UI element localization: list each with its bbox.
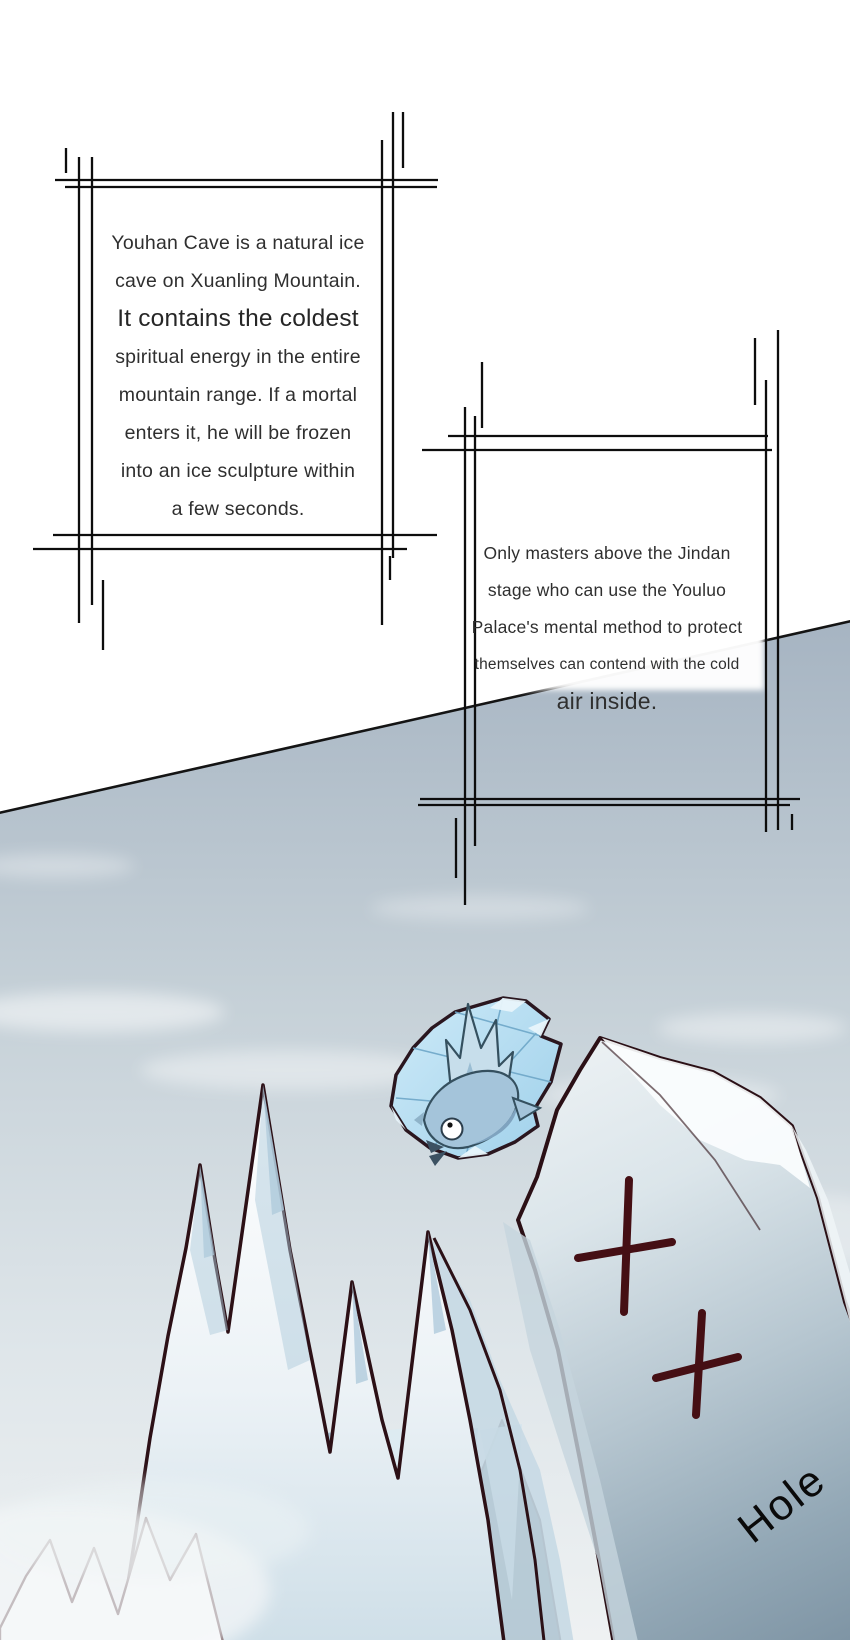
narration-box-1	[97, 224, 379, 528]
hole-label: Hole	[728, 1455, 835, 1553]
narration-line: Youhan Cave is a natural ice	[111, 232, 365, 254]
narration-line: Only masters above the Jindan	[483, 543, 731, 563]
narration-box-2	[452, 535, 762, 720]
narration-line: spiritual energy in the entire	[115, 346, 361, 368]
narration-line: stage who can use the Youluo	[487, 580, 727, 600]
narration-line: cave on Xuanling Mountain.	[115, 270, 361, 292]
bird-eye	[442, 1119, 463, 1140]
narration-line: enters it, he will be frozen	[124, 422, 352, 444]
narration-line: It contains the coldest	[117, 305, 359, 332]
narration-line: themselves can contend with the cold	[474, 656, 740, 673]
narration-line: Palace's mental method to protect	[471, 617, 743, 637]
narration-line: a few seconds.	[171, 498, 305, 520]
narration-line: air inside.	[556, 688, 658, 714]
narration-line: into an ice sculpture within	[120, 460, 356, 482]
narration-line: mountain range. If a mortal	[118, 384, 358, 406]
